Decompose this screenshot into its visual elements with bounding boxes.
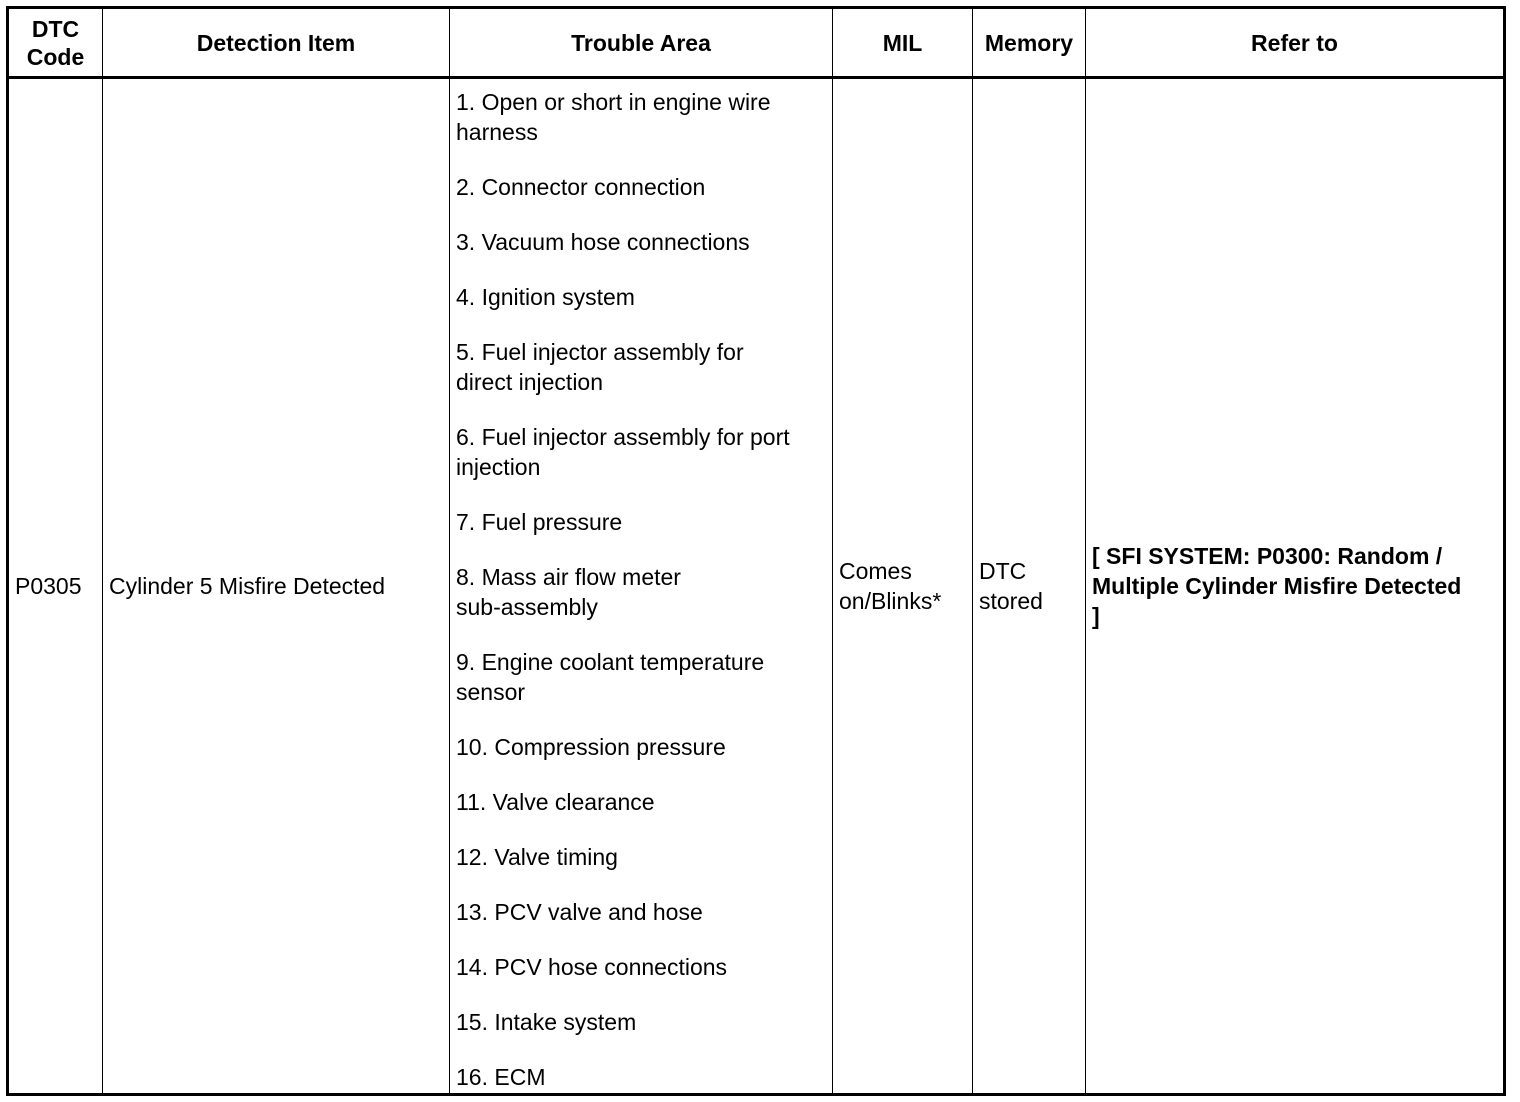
header-dtc-code: DTC Code (8, 8, 103, 78)
header-detection-item: Detection Item (103, 8, 450, 78)
list-item: 3. Vacuum hose connections (456, 229, 750, 255)
list-item: 7. Fuel pressure (456, 509, 623, 535)
list-item: 6. Fuel injector assembly for port injection (456, 424, 790, 480)
trouble-area-cell (450, 78, 833, 1095)
refer-to-link[interactable]: [ SFI SYSTEM: P0300: Random / Multiple Cylinder Misfire Detected ] (1086, 78, 1505, 1095)
detection-item-cell: Cylinder 5 Misfire Detected (103, 78, 450, 1095)
list-item: 9. Engine coolant temperature sensor (456, 649, 765, 705)
list-item: 14. PCV hose connections (456, 954, 728, 980)
list-item: 12. Valve timing (456, 844, 618, 870)
header-mil: MIL (833, 8, 973, 78)
header-memory: Memory (973, 8, 1086, 78)
list-item: 11. Valve clearance (456, 789, 655, 815)
list-item: 5. Fuel injector assembly for direct injection (456, 339, 744, 395)
trouble-area-list (456, 87, 826, 1092)
list-item: 4. Ignition system (456, 284, 635, 310)
memory-cell: DTC stored (973, 78, 1086, 1095)
list-item: 8. Mass air flow meter sub-assembly (456, 564, 681, 620)
mil-cell: Comes on/Blinks* (833, 78, 973, 1095)
dtc-code-cell: P0305 (8, 78, 103, 1095)
dtc-table (6, 6, 1506, 1096)
list-item: 10. Compression pressure (456, 734, 726, 760)
header-trouble-area: Trouble Area (450, 8, 833, 78)
list-item: 15. Intake system (456, 1009, 637, 1035)
list-item: 1. Open or short in engine wire harness (456, 89, 771, 145)
table-row (8, 78, 1505, 1095)
header-row (8, 8, 1505, 78)
list-item: 13. PCV valve and hose (456, 899, 703, 925)
header-refer-to: Refer to (1086, 8, 1505, 78)
list-item: 2. Connector connection (456, 174, 706, 200)
list-item: 16. ECM (456, 1064, 546, 1090)
